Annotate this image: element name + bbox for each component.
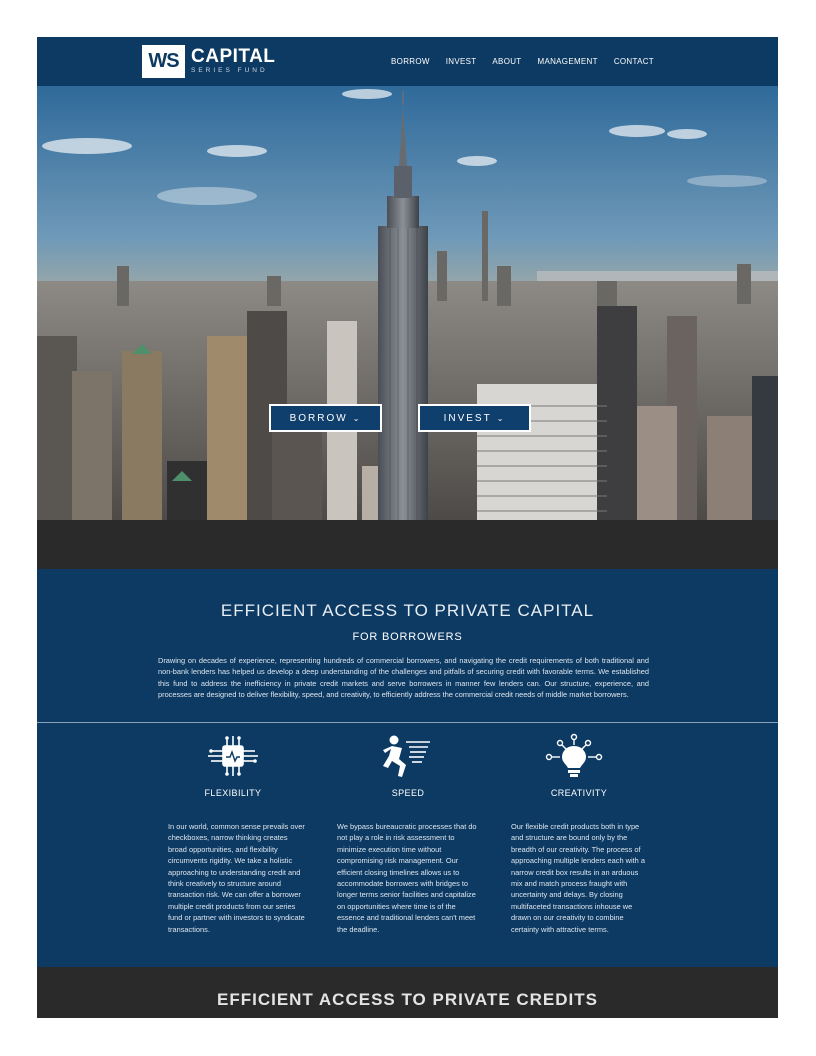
borrow-button-label: BORROW xyxy=(289,412,348,424)
borrow-button[interactable] xyxy=(269,404,382,432)
features-section xyxy=(37,723,778,967)
intro-title: EFFICIENT ACCESS TO PRIVATE CAPITAL xyxy=(220,601,595,620)
feature-text-speed: We bypass bureaucratic processes that do not play a role in risk assessment to minimize execution time without compromising risk management. Our efficient closing timelines allows us to accommodate borrowers with bridges to longer terms senior facilities and capitalize on opportunities where time is of the essence and traditional lenders can't meet the deadline. xyxy=(337,822,477,934)
invest-button[interactable] xyxy=(418,404,531,432)
nav-item-invest[interactable]: INVEST xyxy=(445,57,477,66)
logo-mark: WS xyxy=(142,45,185,78)
intro-body: Drawing on decades of experience, representing hundreds of commercial borrowers, and navigating the credit requirements of both traditional and non-bank lenders has helped us develop a deep understanding of the challenges and pitfalls of securing credit with favorable terms. We established this fund to address the inefficiency in private credit markets and serve borrowers in manner few lenders can. Our structure, experience, and processes are designed to deliver flexibility, speed, and creativity, to efficiently address the commercial credit needs of middle market borrowers. xyxy=(158,656,649,699)
feature-label-flexibility: FLEXIBILITY xyxy=(204,788,262,798)
footer-section xyxy=(37,967,778,1018)
lightbulb-icon xyxy=(545,733,603,779)
hero-city-image xyxy=(37,86,778,520)
logo-name: CAPITAL xyxy=(191,46,276,68)
chevron-down-icon: ⌄ xyxy=(352,413,362,423)
dark-band xyxy=(37,520,778,569)
nav-item-borrow[interactable]: BORROW xyxy=(391,57,430,66)
intro-subtitle: FOR BORROWERS xyxy=(352,631,463,643)
chevron-down-icon: ⌄ xyxy=(496,413,506,423)
header-bar xyxy=(37,37,778,86)
footer-title: EFFICIENT ACCESS TO PRIVATE CREDITS xyxy=(216,990,598,1009)
circuit-chip-icon xyxy=(207,735,259,777)
intro-section xyxy=(37,569,778,723)
nav-item-contact[interactable]: CONTACT xyxy=(613,57,654,66)
logo-text xyxy=(191,47,275,75)
nav-item-about[interactable]: ABOUT xyxy=(492,57,522,66)
running-person-icon xyxy=(382,735,432,779)
main-nav xyxy=(391,57,654,66)
feature-label-speed: SPEED xyxy=(391,788,425,798)
feature-label-creativity: CREATIVITY xyxy=(550,788,608,798)
nav-item-management[interactable]: MANAGEMENT xyxy=(537,57,598,66)
brand-logo[interactable] xyxy=(142,44,275,78)
invest-button-label: INVEST xyxy=(443,412,492,424)
feature-text-creativity: Our flexible credit products both in type and structure are bound only by the breadth of our creativity. The process of approaching multiple lenders each with a narrow credit box results in an arduous mix and match process fraught with uncertainty and delays. By closing multifaceted transactions inhouse we drawn on our creativity to combine certainty with attractive terms. xyxy=(511,822,645,934)
feature-text-flexibility: In our world, common sense prevails over checkboxes, narrow thinking creates broad opportunities, and flexibility circumvents rigidity. We take a holistic approaching to understanding credit and think creatively to structure around transaction risk. We can offer a borrower multiple credit products from our series fund or partner with investors to syndicate transactions. xyxy=(168,822,305,934)
page-frame xyxy=(37,37,778,1018)
logo-tagline: SERIES FUND xyxy=(191,67,268,75)
hero-banner xyxy=(37,86,778,520)
